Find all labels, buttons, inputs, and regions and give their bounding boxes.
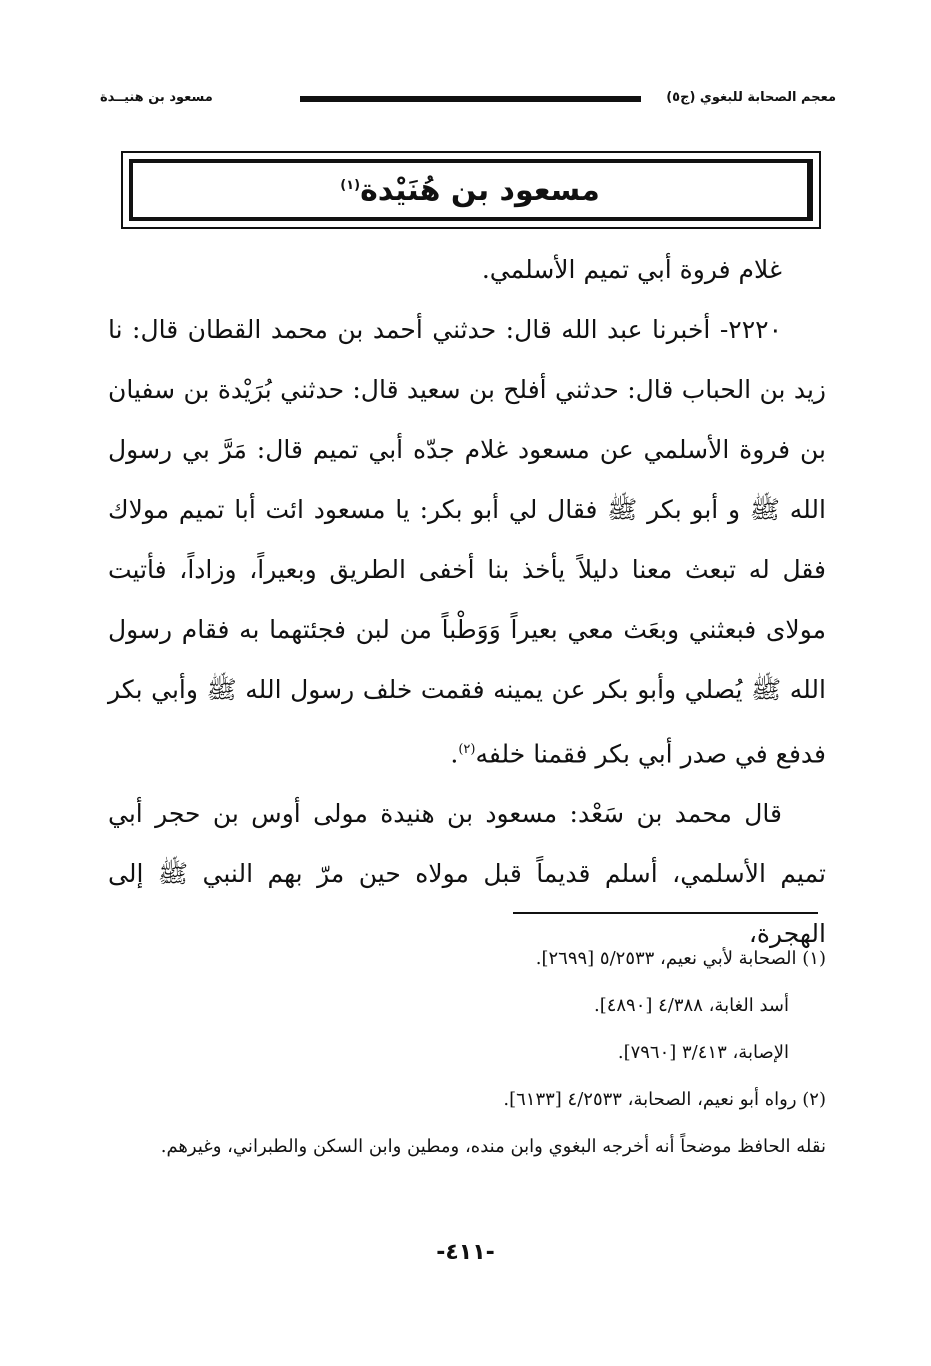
entry-title bbox=[340, 173, 600, 208]
header-rule bbox=[300, 96, 641, 102]
entry-title-text: مسعود بن هُنَيْدة bbox=[360, 172, 600, 208]
paragraph-2-end: . bbox=[450, 739, 459, 769]
page-number: -٤١١- bbox=[436, 1240, 495, 1265]
running-header bbox=[100, 90, 836, 114]
footnote-1-line-1: (١) الصحابة لأبي نعيم، ٥/٢٥٣٣ [٢٦٩٩]. bbox=[535, 948, 826, 969]
paragraph-2 bbox=[108, 300, 826, 784]
entry-title-frame bbox=[129, 159, 813, 221]
footnote-2-line-1: (٢) رواه أبو نعيم، الصحابة، ٤/٢٥٣٣ [٦١٣٣]. bbox=[503, 1089, 826, 1110]
body-text bbox=[108, 240, 826, 964]
footnote-1-line-2: أسد الغابة، ٤/٣٨٨ [٤٨٩٠]. bbox=[593, 995, 789, 1016]
paragraph-1: غلام فروة أبي تميم الأسلمي. bbox=[481, 255, 782, 284]
footnote-1-line-3: الإصابة، ٣/٤١٣ [٧٩٦٠]. bbox=[617, 1042, 789, 1063]
footnote-2-line-2: نقله الحافظ موضحاً أنه أخرجه البغوي وابن منده، ومطين وابن السكن والطبراني، وغيرهم. bbox=[160, 1136, 826, 1157]
entry-title-box bbox=[121, 151, 821, 229]
footnote-separator bbox=[513, 912, 818, 914]
paragraph-2-footnote-marker: (٢) bbox=[458, 742, 476, 757]
entry-title-footnote-marker: (١) bbox=[340, 177, 361, 193]
book-title: معجم الصحابة للبغوي (ج٥) bbox=[666, 90, 836, 105]
footnotes bbox=[108, 935, 826, 1170]
paragraph-3: قال محمد بن سَعْد: مسعود بن هنيدة مولى أوس بن حجر أبي تميم الأسلمي، أسلم قديماً قبل مولاه حين مرّ بهم النبي ﷺ إلى الهجرة، bbox=[108, 799, 826, 949]
paragraph-2-text: ٢٢٢٠- أخبرنا عبد الله قال: حدثني أحمد بن محمد القطان قال: نا زيد بن الحباب قال: حدثني أفلح بن سعيد قال: حدثني بُرَيْدة بن سفيان بن فروة الأسلمي عن مسعود غلام جدّه أبي تميم قال: مَرَّ بي رسول الله ﷺ و أبو بكر ﷺ فقال لي أبو بكر: يا مسعود ائت أبا تميم مولاك فقل له تبعث معنا دليلاً يأخذ بنا أخفى الطريق وبعيراً، وزاداً، فأتيت مولاى فبعثني وبعَث معي بعيراً وَوَطْباً من لبن فجئتهما به فقام رسول الله ﷺ يُصلي وأبو بكر عن يمينه فقمت خلف رسول الله ﷺ وأبي بكر فدفع في صدر أبي بكر فقمنا خلفه bbox=[108, 315, 826, 769]
section-title: مسعود بن هنيــدة bbox=[100, 90, 213, 105]
